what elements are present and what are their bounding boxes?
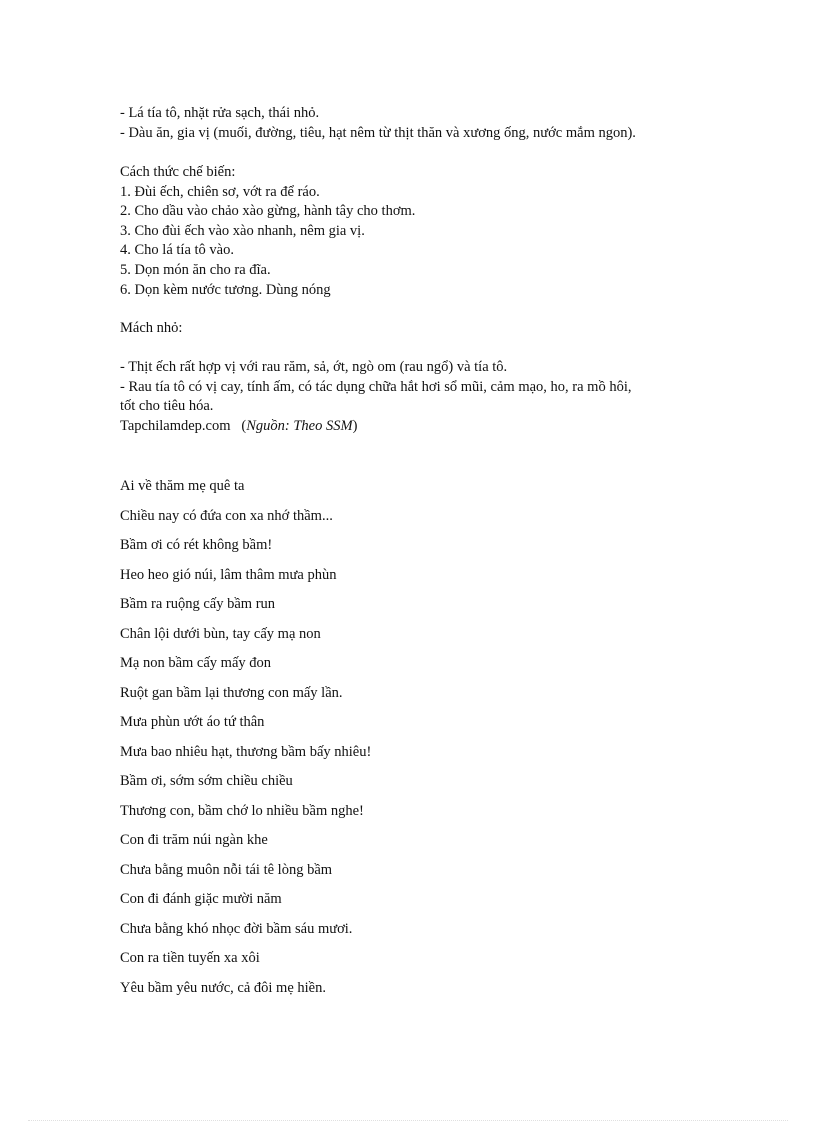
method-step: 6. Dọn kèm nước tương. Dùng nóng (120, 281, 331, 298)
source-site: Tapchilamdep.com (120, 417, 231, 434)
source-credit-open: ( (241, 417, 247, 434)
tips-line: - Thịt ếch rất hợp vị với rau răm, sả, ớt, ngò om (rau ngổ) và tía tô. (120, 359, 508, 375)
poem-line: Thương con, bầm chớ lo nhiều bầm nghe! (120, 802, 364, 819)
poem-line: Bầm ra ruộng cấy bầm run (120, 596, 276, 612)
method-section (120, 163, 720, 300)
poem-line: Chân lội dưới bùn, tay cấy mạ non (120, 625, 321, 642)
tips-line: tốt cho tiêu hóa. (120, 398, 214, 415)
tips-body (120, 358, 720, 436)
ingredient-line: - Dàu ăn, gia vị (muối, đường, tiêu, hạt nêm từ thịt thăn và xương ống, nước mắm ngon). (120, 124, 636, 141)
tips-section (120, 319, 720, 339)
poem-line: Yêu bầm yêu nước, cả đôi mẹ hiền. (120, 979, 326, 996)
source-line (120, 417, 720, 437)
poem-line: Bầm ơi, sớm sớm chiều chiều (120, 773, 293, 789)
poem-line: Heo heo gió núi, lâm thâm mưa phùn (120, 566, 337, 583)
tips-heading: Mách nhỏ: (120, 320, 183, 336)
poem-line: Con đi trăm núi ngàn khe (120, 832, 268, 848)
poem-line: Chiều nay có đứa con xa nhớ thầm... (120, 507, 333, 524)
poem-line: Mưa phùn ướt áo tứ thân (120, 714, 265, 730)
poem-line: Chưa bằng muôn nỗi tái tê lòng bầm (120, 861, 333, 878)
method-step: 3. Cho đùi ếch vào xào nhanh, nêm gia vị. (120, 222, 365, 239)
poem-line: Mạ non bầm cấy mấy đon (120, 655, 272, 671)
ingredient-line: - Lá tía tô, nhặt rửa sạch, thái nhỏ. (120, 105, 320, 121)
poem-line: Mưa bao nhiêu hạt, thương bầm bấy nhiêu! (120, 743, 372, 760)
poem-line: Bầm ơi có rét không bầm! (120, 537, 273, 553)
method-step: 2. Cho dầu vào chảo xào gừng, hành tây cho thơm. (120, 203, 416, 220)
poem (120, 472, 720, 1003)
poem-line: Con ra tiền tuyến xa xôi (120, 950, 260, 966)
method-step: 4. Cho lá tía tô vào. (120, 242, 234, 259)
tips-line: - Rau tía tô có vị cay, tính ấm, có tác dụng chữa hắt hơi sổ mũi, cảm mạo, ho, ra mồ hôi, (120, 378, 632, 395)
poem-line: Ai về thăm mẹ quê ta (120, 478, 245, 494)
poem-line: Chưa bằng khó nhọc đời bầm sáu mươi. (120, 920, 353, 937)
ingredients-list (120, 104, 720, 143)
method-step: 5. Dọn món ăn cho ra đĩa. (120, 261, 271, 278)
method-step: 1. Đùi ếch, chiên sơ, vớt ra để ráo. (120, 183, 320, 200)
poem-line: Ruột gan bầm lại thương con mấy lần. (120, 684, 343, 701)
source-credit-close: ) (352, 417, 358, 434)
source-credit: Nguồn: Theo SSM (246, 417, 353, 434)
page-bottom-divider (28, 1120, 788, 1121)
method-heading: Cách thức chế biến: (120, 164, 236, 180)
poem-line: Con đi đánh giặc mười năm (120, 891, 282, 907)
